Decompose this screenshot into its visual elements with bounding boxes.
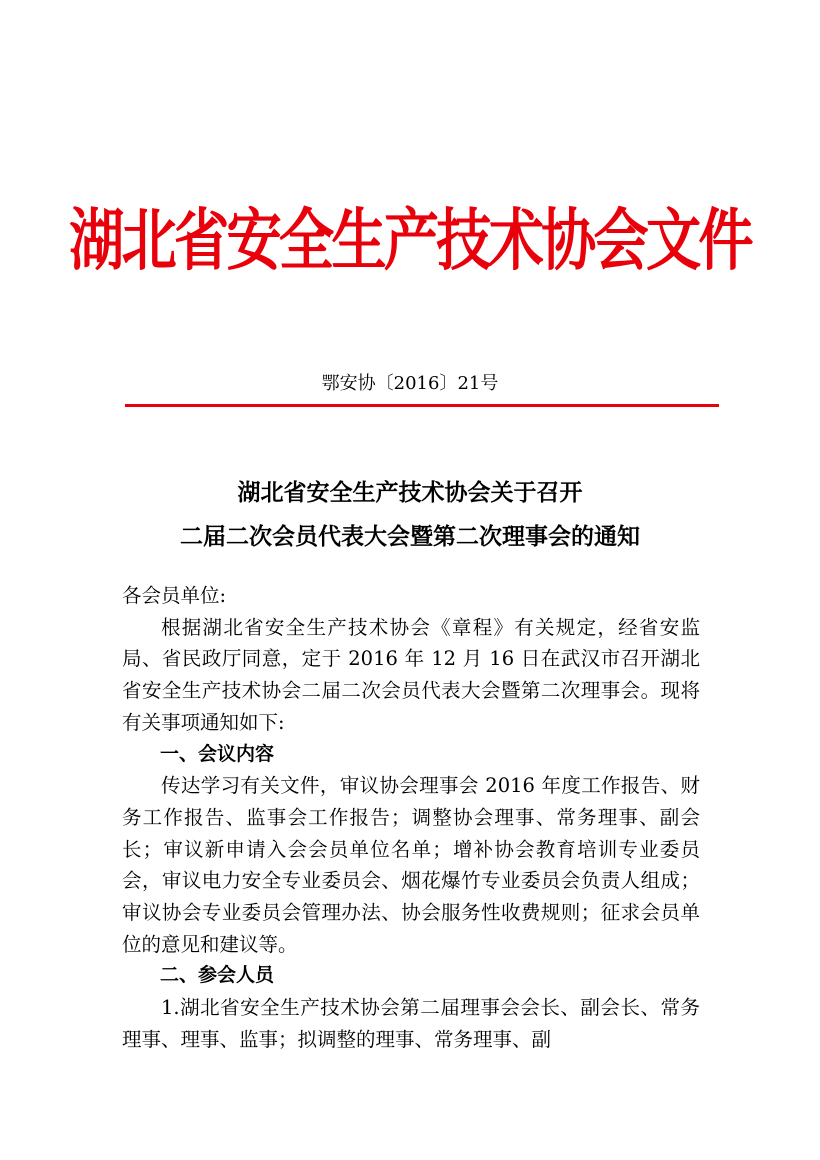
header-red-divider [125,404,719,407]
document-header-title: 湖北省安全生产技术协会文件 [69,201,751,281]
intro-paragraph: 根据湖北省安全生产技术协会《章程》有关规定，经省安监局、省民政厅同意，定于 2016 年 12 月 16 日在武汉市召开湖北省安全生产技术协会二届二次会员代表大会暨第二次理事会。现将有关事项通知如下: [122,615,700,734]
salutation: 各会员单位: [122,584,227,607]
meeting-content-paragraph: 传达学习有关文件，审议协会理事会 2016 年度工作报告、财务工作报告、监事会工作报告；调整协会理事、常务理事、副会长；审议新申请入会会员单位名单；增补协会教育培训专业委员会，审议电力安全专业委员会、烟花爆竹专业委员会负责人组成；审议协会专业委员会管理办法、协会服务性收费规则；征求会员单位的意见和建议等。 [122,774,700,956]
notice-title-line-1: 湖北省安全生产技术协会关于召开 [237,479,583,506]
notice-body [122,580,700,1056]
notice-title-line-2: 二届二次会员代表大会暨第二次理事会的通知 [180,523,640,550]
section-heading-attendees: 二、参会人员 [160,964,275,987]
document-number: 鄂安协〔2016〕21号 [321,373,499,394]
section-heading-meeting-content: 一、会议内容 [160,742,275,765]
attendees-item-1: 1.湖北省安全生产技术协会第二届理事会会长、副会长、常务理事、理事、监事；拟调整的理事、常务理事、副 [122,996,700,1051]
